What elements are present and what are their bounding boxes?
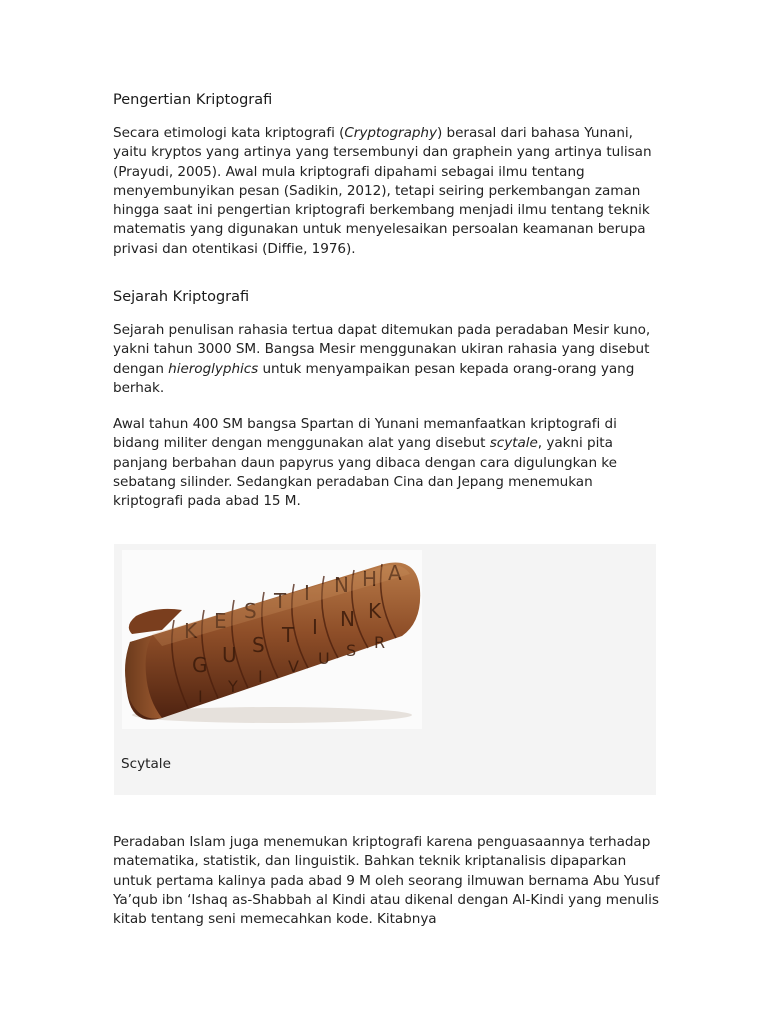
text-run: ) berasal dari bahasa Yunani, yaitu kryptos yang artinya yang tersembunyi dan graphein yang artinya tulisan (Prayudi, 2005). Awal mula kriptografi dipahami sebagai ilmu tentang menyembunyikan pesan (Sadikin, 2012), tetapi seiring perkembangan zaman hingga saat ini pengertian kriptografi berkembang menjadi ilmu tentang teknik matematis yang digunakan untuk menyelesaikan persoalan keamanan berupa privasi dan otentikasi (Diffie, 1976). xyxy=(113,125,652,257)
letter: E xyxy=(214,609,227,633)
scytale-photo xyxy=(122,550,422,729)
letter: K xyxy=(368,599,382,623)
text-run: Sejarah penulisan rahasia tertua dapat ditemukan pada peradaban Mesir kuno, yakni tahun 3000 SM. Bangsa Mesir menggunakan ukiran rahasia yang disebut dengan xyxy=(113,322,651,377)
letter: T xyxy=(274,589,287,613)
section-heading-sejarah: Sejarah Kriptografi xyxy=(113,289,250,305)
letter: I xyxy=(258,667,263,686)
letter: I xyxy=(312,615,318,639)
letter: T xyxy=(282,623,295,647)
text-run: Secara etimologi kata kriptografi ( xyxy=(113,125,345,141)
letter: H xyxy=(362,567,378,591)
letter: S xyxy=(252,633,265,657)
italic-term: hieroglyphics xyxy=(168,360,259,377)
letter: I xyxy=(198,687,203,706)
paragraph-sejarah-2 xyxy=(113,415,661,511)
paragraph-sejarah-3: Peradaban Islam juga menemukan kriptografi karena penguasaannya terhadap matematika, statistik, dan linguistik. Bahkan teknik kriptanalisis dipaparkan untuk pertama kalinya pada abad 9 M oleh seorang ilmuwan bernama Abu Yusuf Ya’qub ibn ‘Ishaq as-Shabbah al Kindi atau dikenal dengan Al-Kindi yang menulis kitab tentang seni memecahkan kode. Kitabnya xyxy=(113,834,660,928)
scytale-figure xyxy=(114,544,656,795)
letter: V xyxy=(288,657,299,676)
italic-term: scytale xyxy=(489,435,538,452)
text-run: untuk menyampaikan pesan kepada orang-orang yang berhak. xyxy=(113,360,635,396)
text-run: , yakni pita panjang berbahan daun papyrus yang dibaca dengan cara digulungkan ke sebatang silinder. Sedangkan peradaban Cina dan Jepang menemukan kriptografi pada abad 15 M. xyxy=(113,435,617,510)
letter: R xyxy=(374,633,386,652)
scytale-illustration xyxy=(122,550,422,729)
letter: I xyxy=(304,581,310,605)
letter: Y xyxy=(228,677,238,696)
letter: U xyxy=(222,643,237,667)
letter: G xyxy=(192,653,208,677)
paragraph-pengertian xyxy=(113,124,661,259)
paragraph-sejarah-1 xyxy=(113,321,661,398)
section-heading-pengertian: Pengertian Kriptografi xyxy=(113,92,273,108)
letter: S xyxy=(346,641,357,660)
letter: K xyxy=(184,619,198,643)
italic-term: Cryptography xyxy=(344,125,437,141)
figure-caption: Scytale xyxy=(121,756,171,772)
letter: U xyxy=(318,649,330,668)
letter: N xyxy=(340,607,355,631)
letter: N xyxy=(334,573,349,597)
text-run: Awal tahun 400 SM bangsa Spartan di Yunani memanfaatkan kriptografi di bidang militer dengan menggunakan alat yang disebut xyxy=(113,416,617,452)
letter: A xyxy=(388,561,402,585)
letter: S xyxy=(244,599,257,623)
